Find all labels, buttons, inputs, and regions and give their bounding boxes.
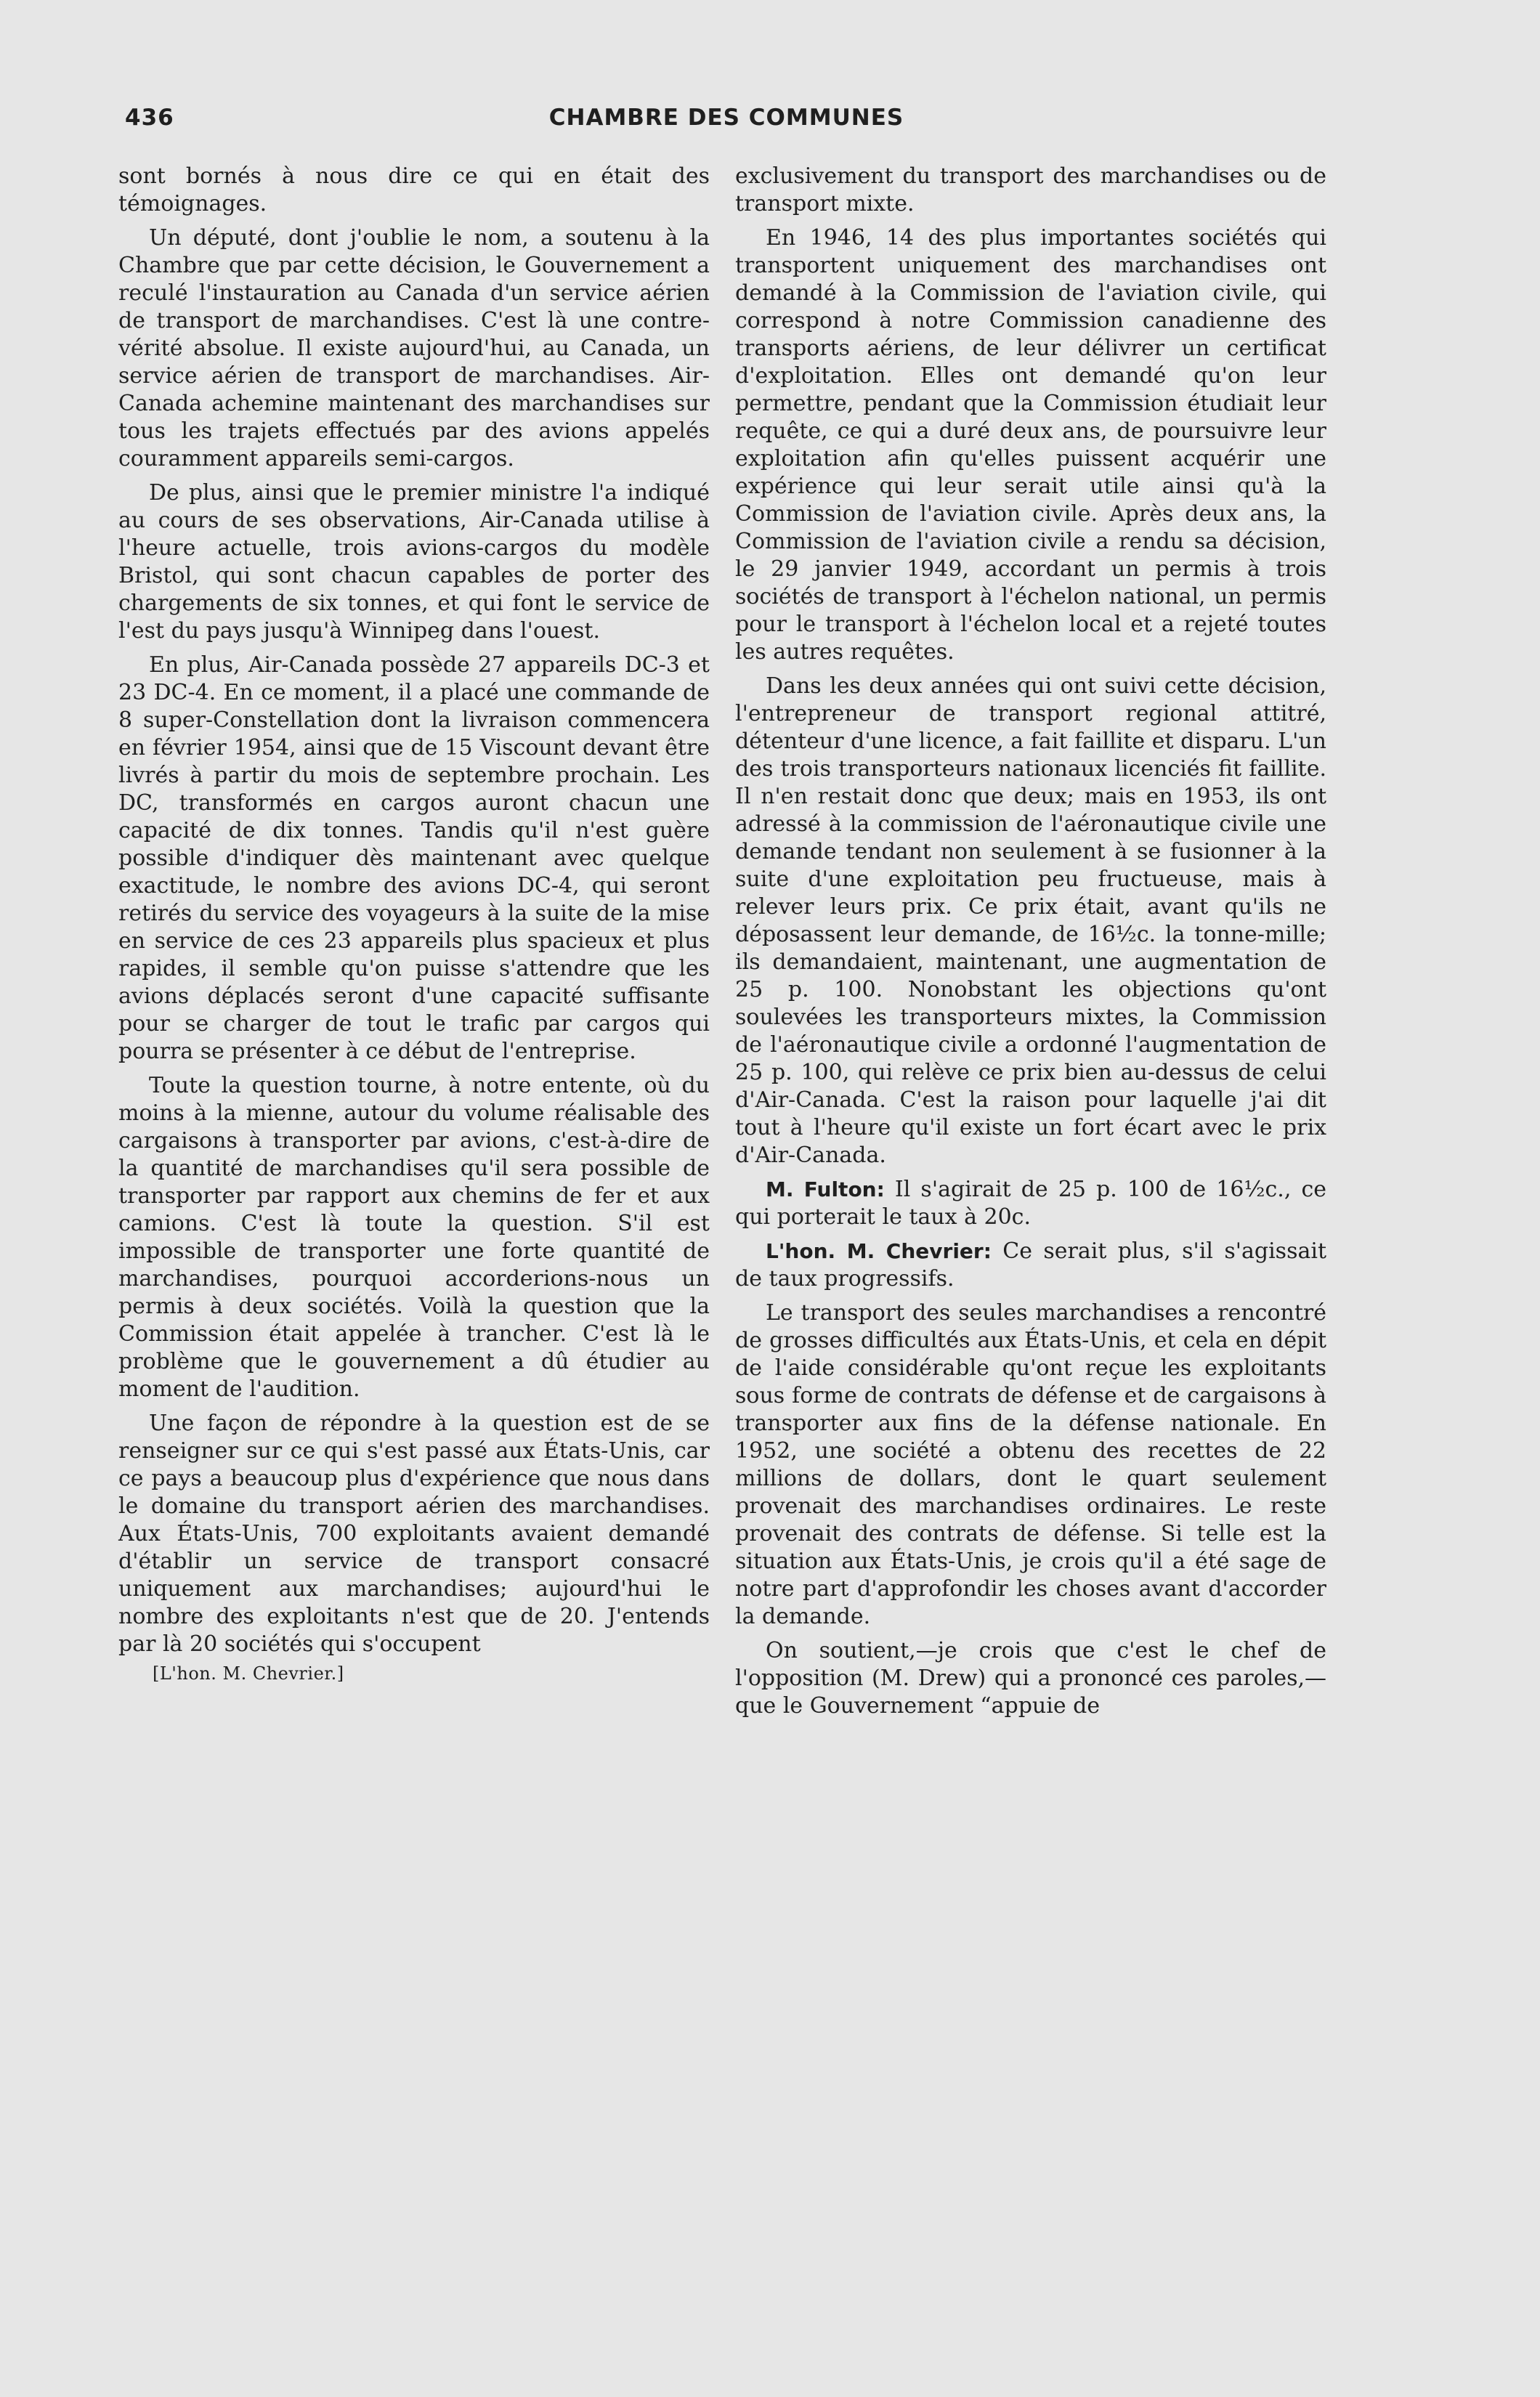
- paragraph: De plus, ainsi que le premier ministre l'a indiqué au cours de ses observations, Air-Canada utilise à l'heure actuelle, trois avions-cargos du modèle Bristol, qui sont chacun capables de porter des chargements de six tonnes, et qui font le service de l'est du pays jusqu'à Winnipeg dans l'ouest.: [118, 480, 710, 644]
- paragraph: En plus, Air-Canada possède 27 appareils DC-3 et 23 DC-4. En ce moment, il a placé une commande de 8 super-Constellation dont la livraison commencera en février 1954, ainsi que de 15 Viscount devant être livrés à partir du mois de septembre prochain. Les DC, transformés en cargos auront chacun une capacité de dix tonnes. Tandis qu'il n'est guère possible d'indiquer dès maintenant avec quelque exactitude, le nombre des avions DC-4, qui seront retirés du service des voyageurs à la suite de la mise en service de ces 23 appareils plus spacieux et plus rapides, il semble qu'on puisse s'attendre que les avions déplacés seront d'une capacité suffisante pour se charger de tout le trafic par cargos qui pourra se présenter à ce début de l'entreprise.: [118, 652, 710, 1064]
- speech-text: Il s'agirait de 25 p. 100 de 16½c., ce qui porterait le taux à 20c.: [735, 1177, 1326, 1230]
- paragraph: En 1946, 14 des plus importantes sociétés qui transportent uniquement des marchandises ont demandé à la Commission de l'aviation civile, qui correspond à notre Commission canadienne des transports aériens, de leur délivrer un certificat d'exploitation. Elles ont demandé qu'on leur permettre, pendant que la Commission étudiait leur requête, ce qui a duré deux ans, de poursuivre leur exploitation afin qu'elles puissent acquérir une expérience qui leur serait utile ainsi qu'à la Commission de l'aviation civile. Après deux ans, la Commission de l'aviation civile a rendu sa décision, le 29 janvier 1949, accordant un permis à trois sociétés de transport à l'échelon national, un permis pour le transport à l'échelon local et a rejeté toutes les autres requêtes.: [735, 225, 1326, 665]
- running-head: CHAMBRE DES COMMUNES: [548, 105, 904, 131]
- paragraph: exclusivement du transport des marchandises ou de transport mixte.: [735, 163, 1326, 216]
- page-number: 436: [125, 105, 174, 131]
- paragraph: Une façon de répondre à la question est de se renseigner sur ce qui s'est passé aux États-Unis, car ce pays a beaucoup plus d'expérience que nous dans le domaine du transport aérien des marchandises. Aux États-Unis, 700 exploitants avaient demandé d'établir un service de transport consacré uniquement aux marchandises; aujourd'hui le nombre des exploitants n'est que de 20. J'entends par là 20 sociétés qui s'occupent: [118, 1411, 710, 1657]
- paragraph: Dans les deux années qui ont suivi cette décision, l'entrepreneur de transport regional attitré, détenteur d'une licence, a fait faillite et disparu. L'un des trois transporteurs nationaux licenciés fit faillite. Il n'en restait donc que deux; mais en 1953, ils ont adressé à la commission de l'aéronautique civile une demande tendant non seulement à se fusionner à la suite d'une exploitation peu fructueuse, mais à relever leurs prix. Ce prix était, avant qu'ils ne déposassent leur demande, de 16½c. la tonne-mille; ils demandaient, maintenant, une augmentation de 25 p. 100. Nonobstant les objections qu'ont soulevées les transporteurs mixtes, la Commission de l'aéronautique civile a ordonné l'augmentation de 25 p. 100, qui relève ce prix bien au-dessus de celui d'Air-Canada. C'est la raison pour laquelle j'ai dit tout à l'heure qu'il existe un fort écart avec le prix d'Air-Canada.: [735, 673, 1326, 1168]
- speech-text: Ce serait plus, s'il s'agissait de taux progressifs.: [735, 1238, 1327, 1291]
- right-column: [735, 163, 1326, 1720]
- left-column: [118, 163, 710, 1684]
- paragraph: sont bornés à nous dire ce qui en était des témoignages.: [118, 163, 710, 216]
- speech-paragraph: [735, 1238, 1326, 1293]
- paragraph: On soutient,—je crois que c'est le chef de l'opposition (M. Drew) qui a prononcé ces paroles,—que le Gouvernement “appuie de: [735, 1638, 1326, 1719]
- paragraph: Le transport des seules marchandises a rencontré de grosses difficultés aux États-Unis, et cela en dépit de l'aide considérable qu'ont reçue les exploitants sous forme de contrats de défense et de cargaisons à transporter aux fins de la défense nationale. En 1952, une société a obtenu des recettes de 22 millions de dollars, dont le quart seulement provenait des marchandises ordinaires. Le reste provenait des contrats de défense. Si telle est la situation aux États-Unis, je crois qu'il a été sage de notre part d'approfondir les choses avant d'accorder la demande.: [735, 1300, 1326, 1629]
- speaker-name: M. Fulton:: [766, 1177, 885, 1201]
- speaker-footnote: [L'hon. M. Chevrier.]: [153, 1663, 344, 1684]
- speaker-name: L'hon. M. Chevrier:: [766, 1239, 992, 1263]
- paragraph: Un député, dont j'oublie le nom, a soutenu à la Chambre que par cette décision, le Gouvernement a reculé l'instauration au Canada d'un service aérien de transport de marchandises. C'est là une contre-vérité absolue. Il existe aujourd'hui, au Canada, un service aérien de transport de marchandises. Air-Canada achemine maintenant des marchandises sur tous les trajets effectués par des avions appelés couramment appareils semi-cargos.: [118, 225, 710, 471]
- paragraph: Toute la question tourne, à notre entente, où du moins à la mienne, autour du volume réalisable des cargaisons à transporter par avions, c'est-à-dire de la quantité de marchandises qu'il sera possible de transporter par rapport aux chemins de fer et aux camions. C'est là toute la question. S'il est impossible de transporter une forte quantité de marchandises, pourquoi accorderions-nous un permis à deux sociétés. Voilà la question que la Commission était appelée à trancher. C'est là le problème que le gouvernement a dû étudier au moment de l'audition.: [118, 1073, 710, 1402]
- speech-paragraph: [735, 1176, 1326, 1231]
